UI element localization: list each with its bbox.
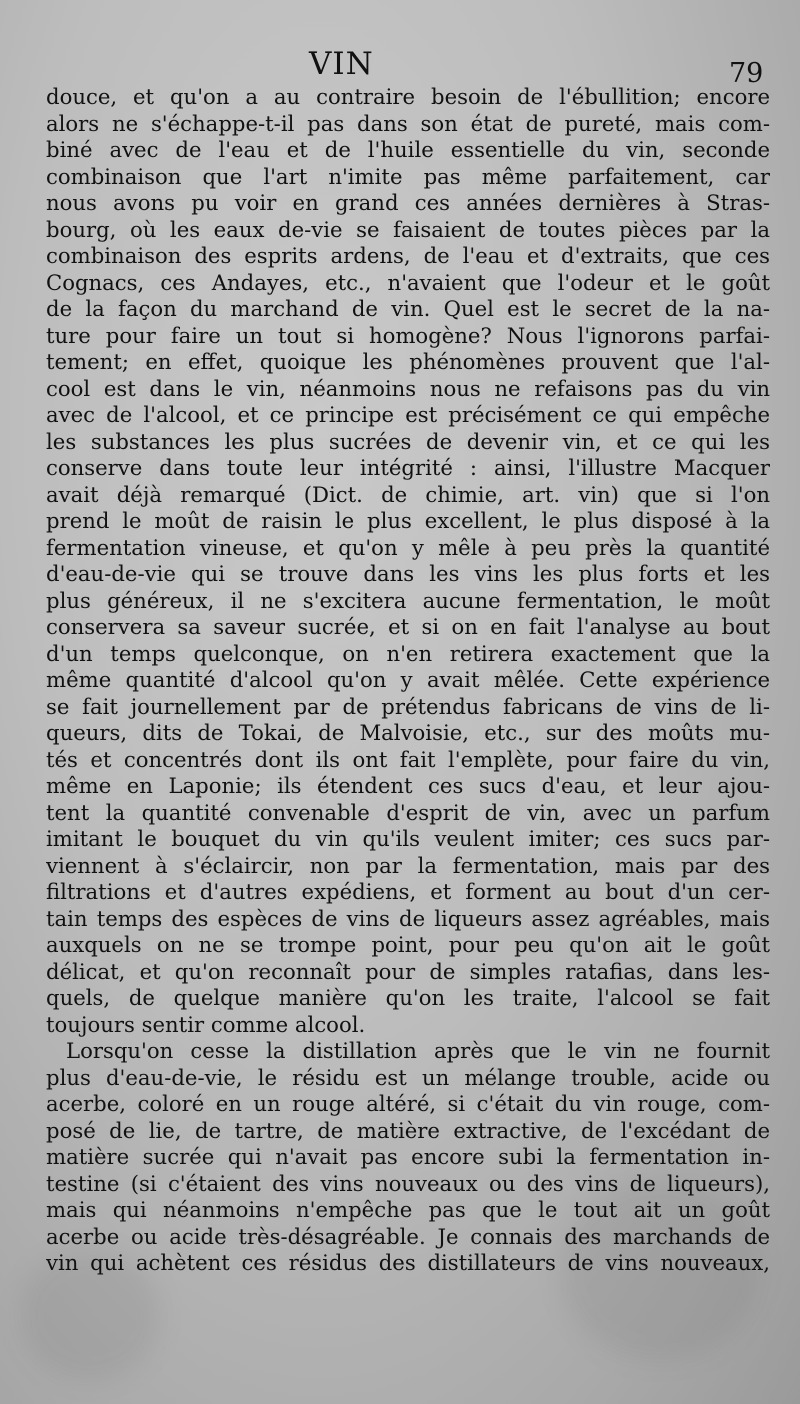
text-line: tent la quantité convenable d'esprit de vin, avec un parfum: [46, 799, 770, 825]
text-line: même en Laponie; ils étendent ces sucs d'eau, et leur ajou-: [46, 773, 770, 798]
text-line: filtrations et d'autres expédiens, et forment au bout d'un cer-: [46, 879, 770, 904]
text-line: toujours sentir comme alcool.: [46, 1011, 366, 1037]
text-line: avec de l'alcool, et ce principe est précisément ce qui empêche: [46, 402, 770, 427]
text-line: acerbe, coloré en un rouge altéré, si c'était du vin rouge, com-: [46, 1091, 770, 1116]
text-line: testine (si c'étaient des vins nouveaux ou des vins de liqueurs),: [46, 1170, 770, 1196]
text-line: acerbe ou acide très-désagréable. Je connais des marchands de: [46, 1223, 770, 1249]
text-line: les substances les plus sucrées de devenir vin, et ce qui les: [46, 428, 770, 454]
text-line: matière sucrée qui n'avait pas encore subi la fermentation in-: [46, 1144, 770, 1169]
running-head: VIN: [309, 46, 374, 82]
text-line: douce, et qu'on a au contraire besoin de l'ébullition; encore: [46, 84, 770, 109]
text-line: se fait journellement par de prétendus fabricans de vins de li-: [46, 693, 770, 719]
text-line: combinaison que l'art n'imite pas même parfaitement, car: [46, 163, 770, 189]
text-line: nous avons pu voir en grand ces années dernières à Stras-: [46, 190, 770, 215]
text-line: délicat, et qu'on reconnaît pour de simples ratafias, dans les-: [46, 958, 770, 984]
text-line: Lorsqu'on cesse la distillation après que le vin ne fournit: [66, 1038, 770, 1063]
text-line: combinaison des esprits ardens, de l'eau et d'extraits, que ces: [46, 243, 770, 268]
text-line: auxquels on ne se trompe point, pour peu qu'on ait le goût: [46, 932, 770, 957]
body-text: [46, 84, 770, 1277]
text-line: alors ne s'échappe-t-il pas dans son état de pureté, mais com-: [46, 110, 770, 136]
text-line: imitant le bouquet du vin qu'ils veulent imiter; ces sucs par-: [46, 826, 770, 851]
text-line: tement; en effet, quoique les phénomènes prouvent que l'al-: [46, 349, 770, 374]
text-line: d'un temps quelconque, on n'en retirera exactement que la: [46, 640, 770, 666]
text-line: Cognacs, ces Andayes, etc., n'avaient que l'odeur et le goût: [46, 269, 770, 295]
text-line: viennent à s'éclaircir, non par la fermentation, mais par des: [46, 852, 770, 878]
text-line: quels, de quelque manière qu'on les traite, l'alcool se fait: [46, 985, 770, 1010]
text-line: tés et concentrés dont ils ont fait l'emplète, pour faire du vin,: [46, 746, 770, 772]
text-line: plus généreux, il ne s'excitera aucune fermentation, le moût: [46, 587, 770, 613]
text-line: avait déjà remarqué (Dict. de chimie, art. vin) que si l'on: [46, 481, 770, 507]
text-line: cool est dans le vin, néanmoins nous ne refaisons pas du vin: [46, 375, 770, 401]
text-line: posé de lie, de tartre, de matière extractive, de l'excédant de: [46, 1117, 770, 1143]
page-header: [0, 46, 800, 89]
text-line: de la façon du marchand de vin. Quel est le secret de la na-: [46, 296, 770, 321]
text-line: plus d'eau-de-vie, le résidu est un mélange trouble, acide ou: [46, 1064, 770, 1090]
text-line: même quantité d'alcool qu'on y avait mêlée. Cette expérience: [46, 667, 770, 692]
text-line: conservera sa saveur sucrée, et si on en fait l'analyse au bout: [46, 614, 770, 639]
text-line: ture pour faire un tout si homogène? Nous l'ignorons parfai-: [46, 322, 770, 348]
text-line: bourg, où les eaux de-vie se faisaient de toutes pièces par la: [46, 216, 770, 242]
text-line: fermentation vineuse, et qu'on y mêle à peu près la quantité: [46, 534, 770, 560]
text-line: biné avec de l'eau et de l'huile essentielle du vin, seconde: [46, 137, 770, 162]
text-line: vin qui achètent ces résidus des distillateurs de vins nouveaux,: [46, 1250, 770, 1275]
text-line: mais qui néanmoins n'empêche pas que le tout ait un goût: [46, 1197, 770, 1222]
page-number: 79: [729, 58, 764, 89]
text-line: prend le moût de raisin le plus excellent, le plus disposé à la: [46, 508, 770, 533]
text-line: conserve dans toute leur intégrité : ainsi, l'illustre Macquer: [46, 455, 770, 480]
text-line: queurs, dits de Tokai, de Malvoisie, etc., sur des moûts mu-: [46, 720, 770, 745]
text-line: d'eau-de-vie qui se trouve dans les vins les plus forts et les: [46, 561, 770, 586]
text-line: tain temps des espèces de vins de liqueurs assez agréables, mais: [46, 905, 770, 931]
